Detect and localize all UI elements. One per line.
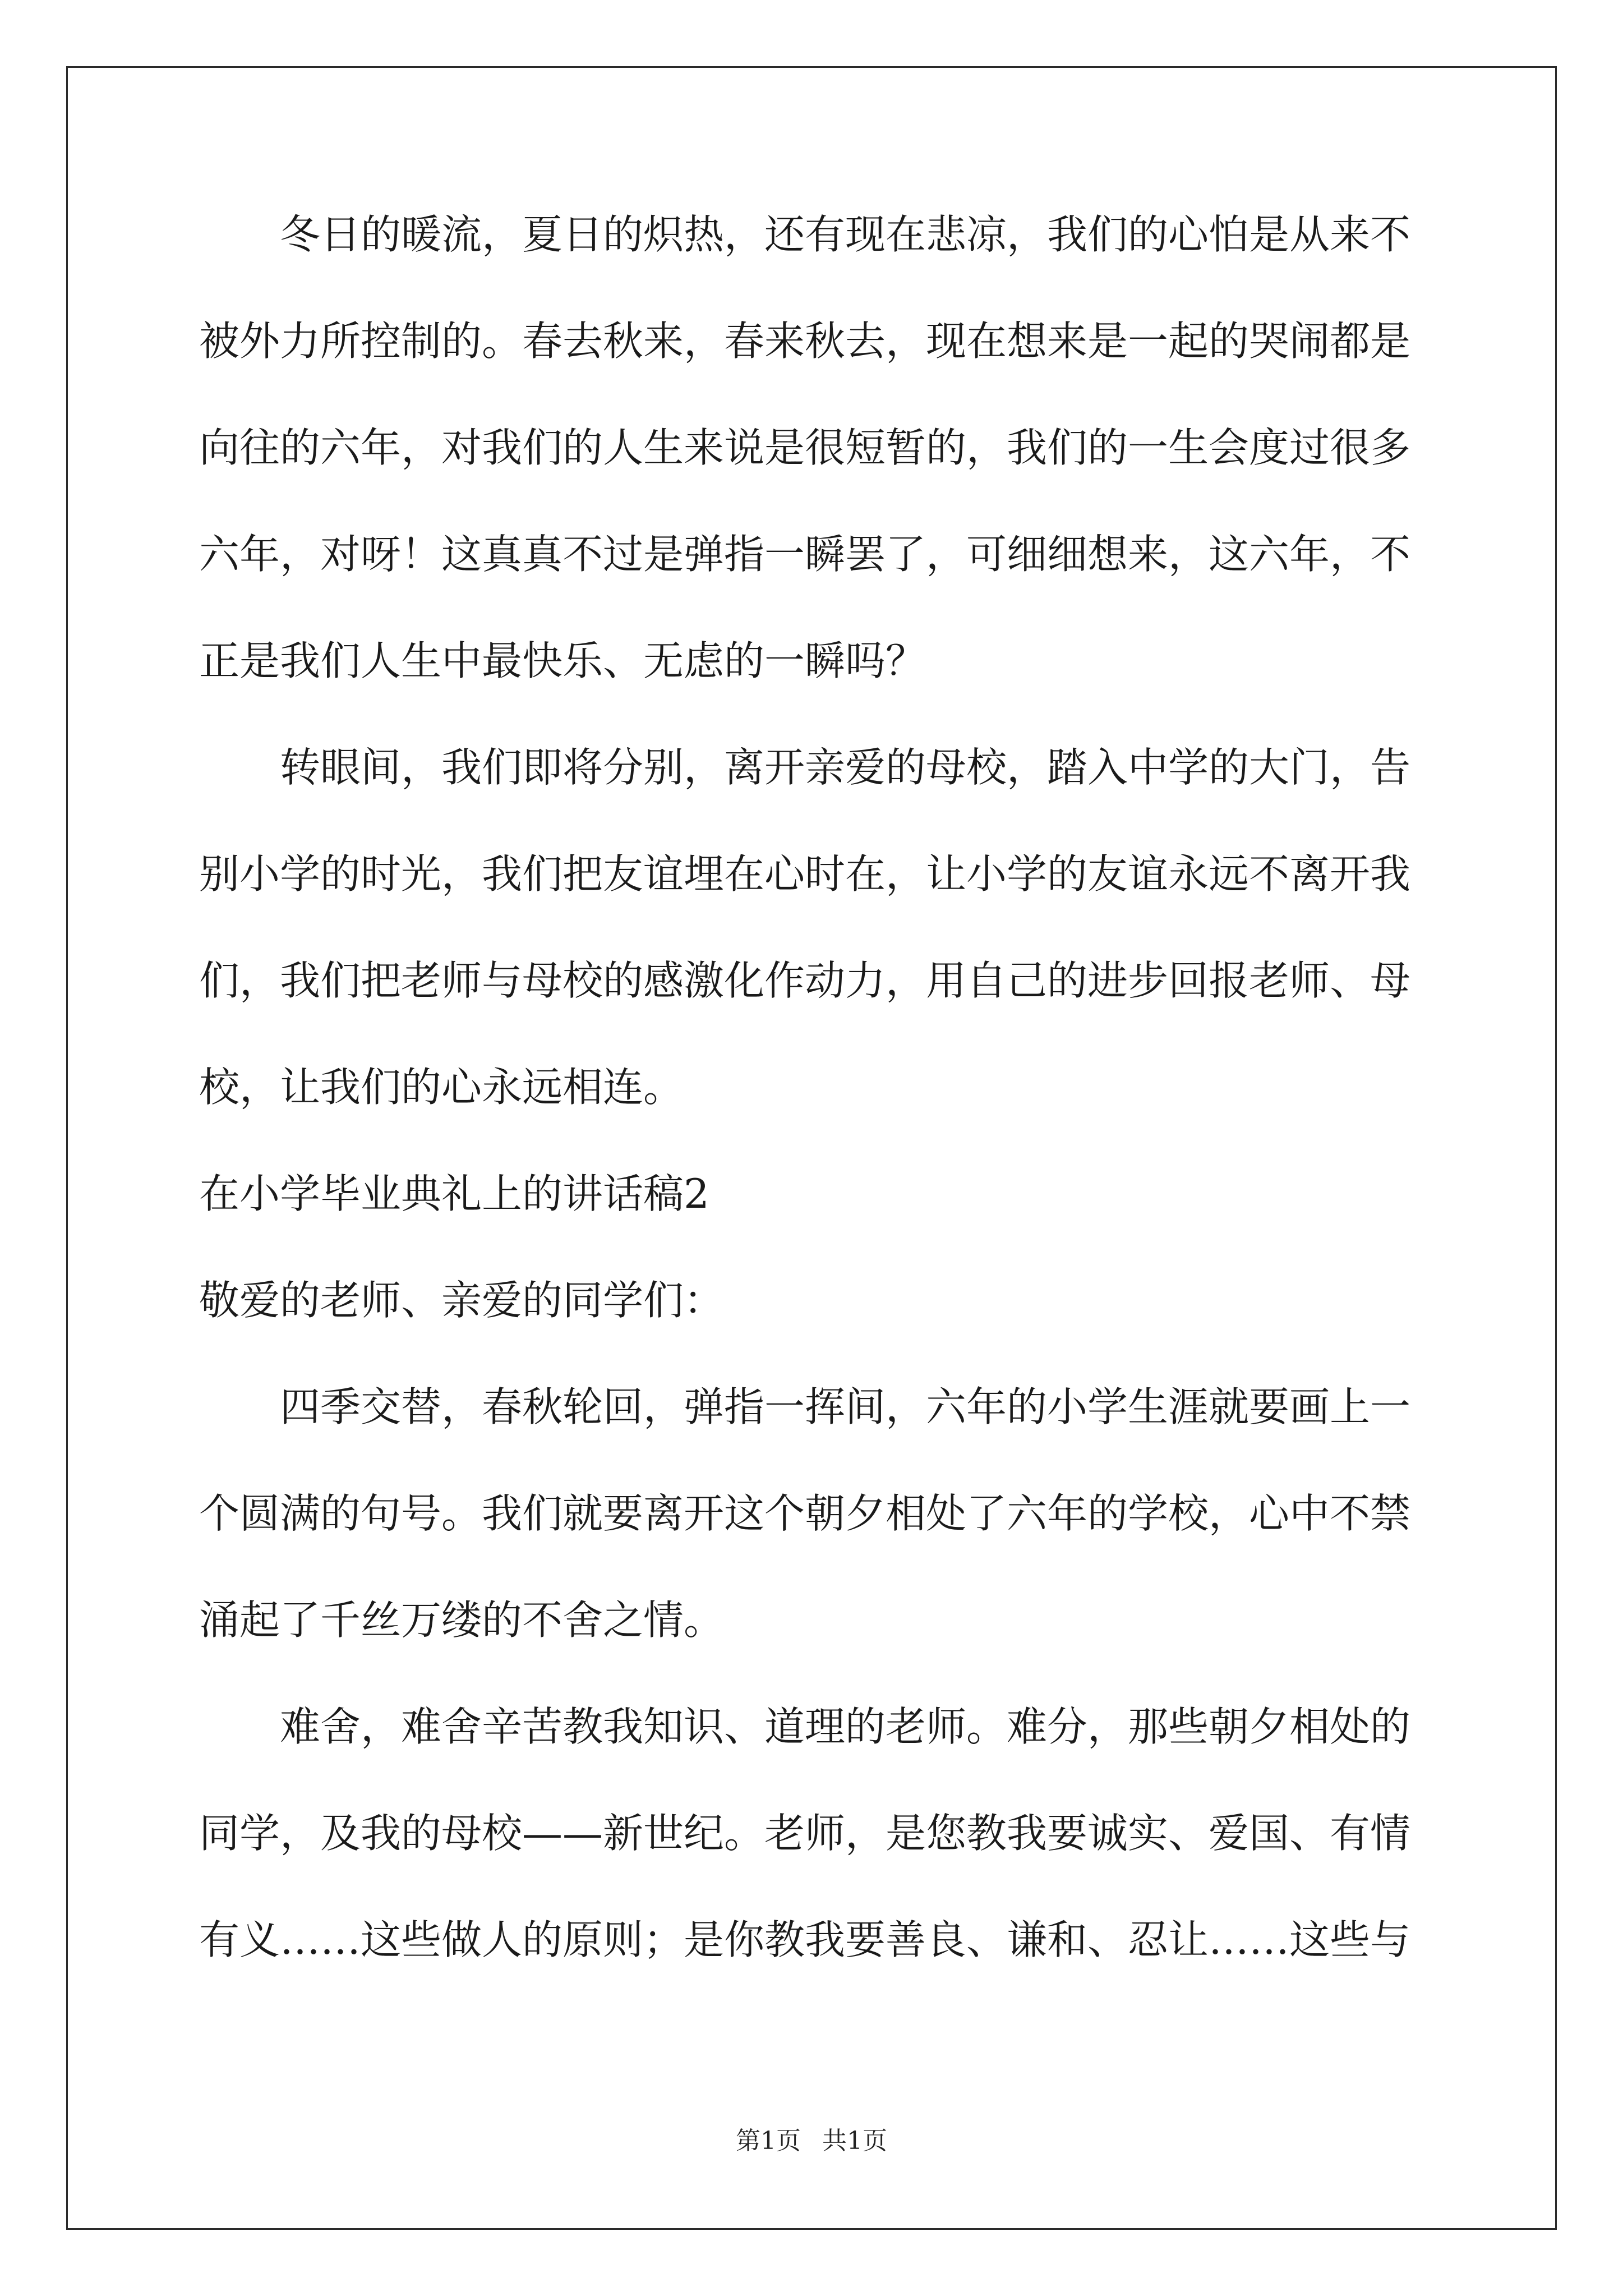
text-line: 转眼间，我们即将分别，离开亲爱的母校，踏入中学的大门，告 (280, 744, 1411, 791)
text-line: 涌起了千丝万缕的不舍之情。 (199, 1596, 725, 1644)
text-line: 有义……这些做人的原则；是你教我要善良、谦和、忍让……这些与 (199, 1916, 1411, 1963)
text-line: 们，我们把老师与母校的感激化作动力，用自己的进步回报老师、母 (199, 957, 1411, 1004)
document-body (199, 213, 1427, 2025)
text-line: 冬日的暖流，夏日的炽热，还有现在悲凉，我们的心怕是从来不 (280, 211, 1411, 258)
text-line: 个圆满的句号。我们就要离开这个朝夕相处了六年的学校，心中不禁 (199, 1490, 1411, 1537)
text-line: 四季交替，春秋轮回，弹指一挥间，六年的小学生涯就要画上一 (280, 1383, 1411, 1430)
text-line: 别小学的时光，我们把友谊埋在心时在，让小学的友谊永远不离开我 (199, 850, 1411, 898)
section-heading: 在小学毕业典礼上的讲话稿2 (199, 1170, 709, 1217)
text-line: 六年，对呀！这真真不过是弹指一瞬罢了，可细细想来，这六年，不 (199, 531, 1411, 578)
text-line: 正是我们人生中最快乐、无虑的一瞬吗？ (199, 637, 926, 684)
page-total: 共1页 (822, 2127, 887, 2155)
page-number: 第1页 (736, 2127, 801, 2155)
page-footer (0, 2120, 1623, 2156)
text-line: 同学，及我的母校——新世纪。老师，是您教我要诚实、爱国、有情 (199, 1810, 1411, 1857)
text-line: 被外力所控制的。春去秋来，春来秋去，现在想来是一起的哭闹都是 (199, 318, 1411, 365)
text-line: 难舍，难舍辛苦教我知识、道理的老师。难分，那些朝夕相处的 (280, 1703, 1411, 1750)
text-line: 校，让我们的心永远相连。 (199, 1064, 684, 1111)
text-line: 向往的六年，对我们的人生来说是很短暂的，我们的一生会度过很多 (199, 424, 1411, 471)
salutation: 敬爱的老师、亲爱的同学们： (199, 1277, 725, 1324)
